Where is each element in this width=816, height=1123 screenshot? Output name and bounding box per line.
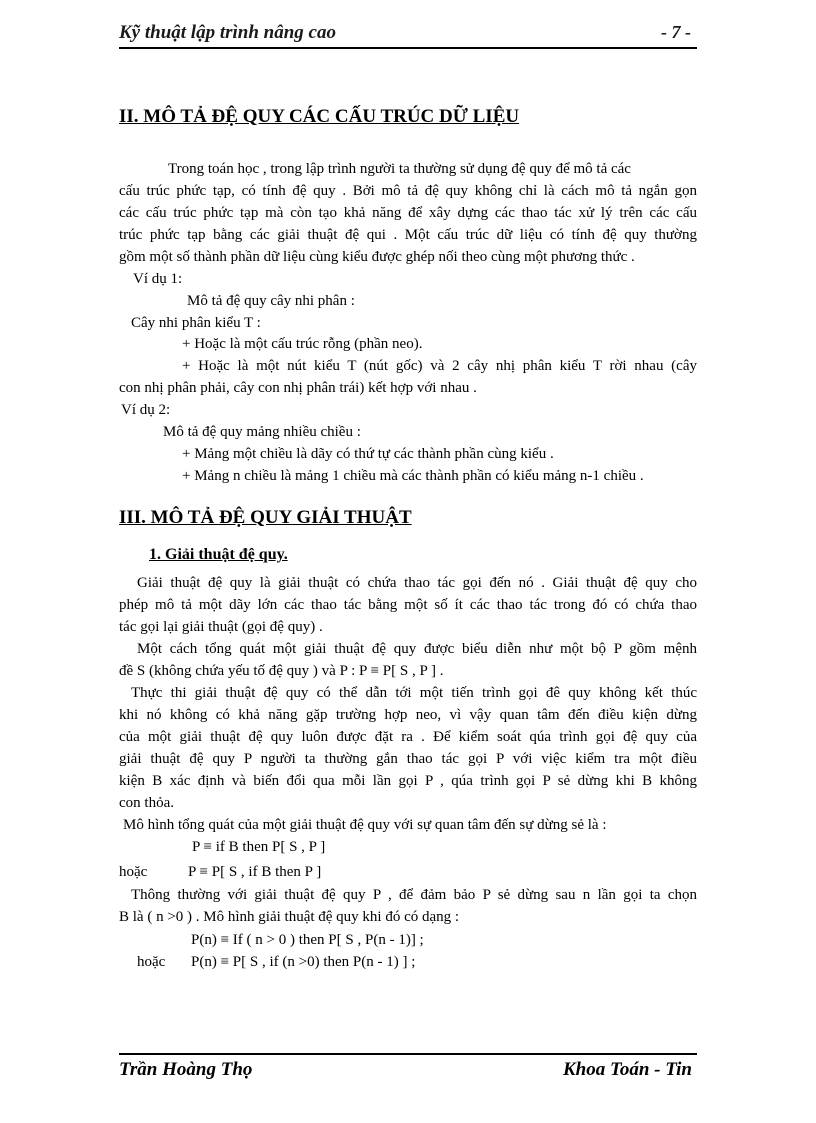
- footer-department: Khoa Toán - Tin: [563, 1059, 692, 1080]
- subsection-heading: 1. Giải thuật đệ quy.: [149, 546, 288, 563]
- list-item: + Mảng một chiều là dãy có thứ tự các thành phần cùng kiểu .: [182, 446, 554, 462]
- page-header: [119, 22, 697, 48]
- formula-line: P(n) ≡ P[ S , if (n >0) then P(n - 1) ] ;: [191, 954, 416, 970]
- paragraph-line: giải thuật đệ quy P người ta thường gắn thao tác gọi P với việc kiểm tra một điều: [119, 751, 697, 767]
- paragraph-line: của một giải thuật đệ quy luôn được đặt ra . Để kiểm soát qúa trình gọi đệ quy của: [119, 729, 697, 745]
- footer-rule: [119, 1053, 697, 1055]
- paragraph-line: phép mô tả một dãy lớn các thao tác bằng một số ít các thao tác trong đó có chứa thao: [119, 597, 697, 613]
- paragraph-line: tác gọi lại giải thuật (gọi đệ quy) .: [119, 619, 323, 635]
- paragraph-line: Mô tả đệ quy mảng nhiều chiều :: [163, 424, 361, 440]
- paragraph-line: Một cách tổng quát một giải thuật đệ quy được biểu diễn như một bộ P gồm mệnh: [137, 641, 697, 657]
- footer-author: Trần Hoàng Thọ: [119, 1059, 253, 1080]
- list-item: + Hoặc là một nút kiểu T (nút gốc) và 2 cây nhị phân kiểu T rời nhau (cây: [182, 358, 697, 374]
- paragraph-line: Trong toán học , trong lập trình người ta thường sử dụng đệ quy để mô tả các: [168, 161, 631, 177]
- paragraph-line: B là ( n >0 ) . Mô hình giải thuật đệ quy khi đó có dạng :: [119, 909, 460, 925]
- paragraph-line: Cây nhi phân kiểu T :: [131, 315, 261, 331]
- paragraph-line: kiện B xác định và biến đổi qua mỗi lần gọi P , qúa trình gọi P sẻ dừng khi B không: [119, 773, 697, 789]
- paragraph-line: cấu trúc phức tạp, có tính đệ quy . Bởi mô tả đệ quy không chỉ là cách mô tả ngắn gọn: [119, 183, 697, 199]
- paragraph-line: các cấu trúc phức tạp mà còn tạo khả năng để xây dựng các thao tác xử lý trên các cấu: [119, 205, 697, 221]
- paragraph-line: gồm một số thành phần dữ liệu cùng kiểu được ghép nối theo cùng một phương thức .: [119, 249, 635, 265]
- list-item: + Hoặc là một cấu trúc rỗng (phần neo).: [182, 336, 423, 352]
- paragraph-line: Mô tả đệ quy cây nhi phân :: [187, 293, 355, 309]
- formula-prefix: hoặc: [119, 864, 148, 880]
- header-title: Kỹ thuật lập trình nâng cao: [119, 22, 336, 43]
- formula-line: P ≡ P[ S , if B then P ]: [188, 864, 322, 880]
- formula-line: P ≡ if B then P[ S , P ]: [192, 839, 326, 855]
- example-label: Ví dụ 1:: [133, 271, 183, 287]
- section-heading-3: III. MÔ TẢ ĐỆ QUY GIẢI THUẬT: [119, 507, 412, 528]
- list-item: + Mảng n chiều là mảng 1 chiều mà các thành phần có kiểu mảng n-1 chiều .: [182, 468, 644, 484]
- section-heading-2: II. MÔ TẢ ĐỆ QUY CÁC CẤU TRÚC DỮ LIỆU: [119, 106, 520, 127]
- paragraph-line: con thỏa.: [119, 795, 174, 811]
- example-label: Ví dụ 2:: [121, 402, 171, 418]
- paragraph-line: Thực thi giải thuật đệ quy có thể dẫn tới một tiến trình gọi đê quy không kết thúc: [131, 685, 697, 701]
- formula-line: P(n) ≡ If ( n > 0 ) then P[ S , P(n - 1)] ;: [191, 932, 424, 948]
- page-number: - 7 -: [661, 22, 691, 42]
- paragraph-line: Mô hình tổng quát của một giải thuật đệ quy với sự quan tâm đến sự dừng sẻ là :: [123, 817, 607, 833]
- paragraph-line: đề S (không chứa yếu tố đệ quy ) và P : P ≡ P[ S , P ] .: [119, 663, 444, 679]
- formula-prefix: hoặc: [137, 954, 166, 970]
- paragraph-line: con nhị phân phải, cây con nhị phân trái) kết hợp với nhau .: [119, 380, 477, 396]
- paragraph-line: khi nó không có khả năng gặp trường hợp neo, vì vậy quan tâm đến điều kiện dừng: [119, 707, 697, 723]
- paragraph-line: Giải thuật đệ quy là giải thuật có chứa thao tác gọi đến nó . Giải thuật đệ quy cho: [137, 575, 697, 591]
- paragraph-line: Thông thường với giải thuật đệ quy P , để đảm bảo P sẻ dừng sau n lần gọi ta chọn: [131, 887, 697, 903]
- paragraph-line: trúc phức tạp bằng các giải thuật đệ qui . Một cấu trúc dữ liệu có tính đệ quy thường: [119, 227, 697, 243]
- header-rule: [119, 47, 697, 49]
